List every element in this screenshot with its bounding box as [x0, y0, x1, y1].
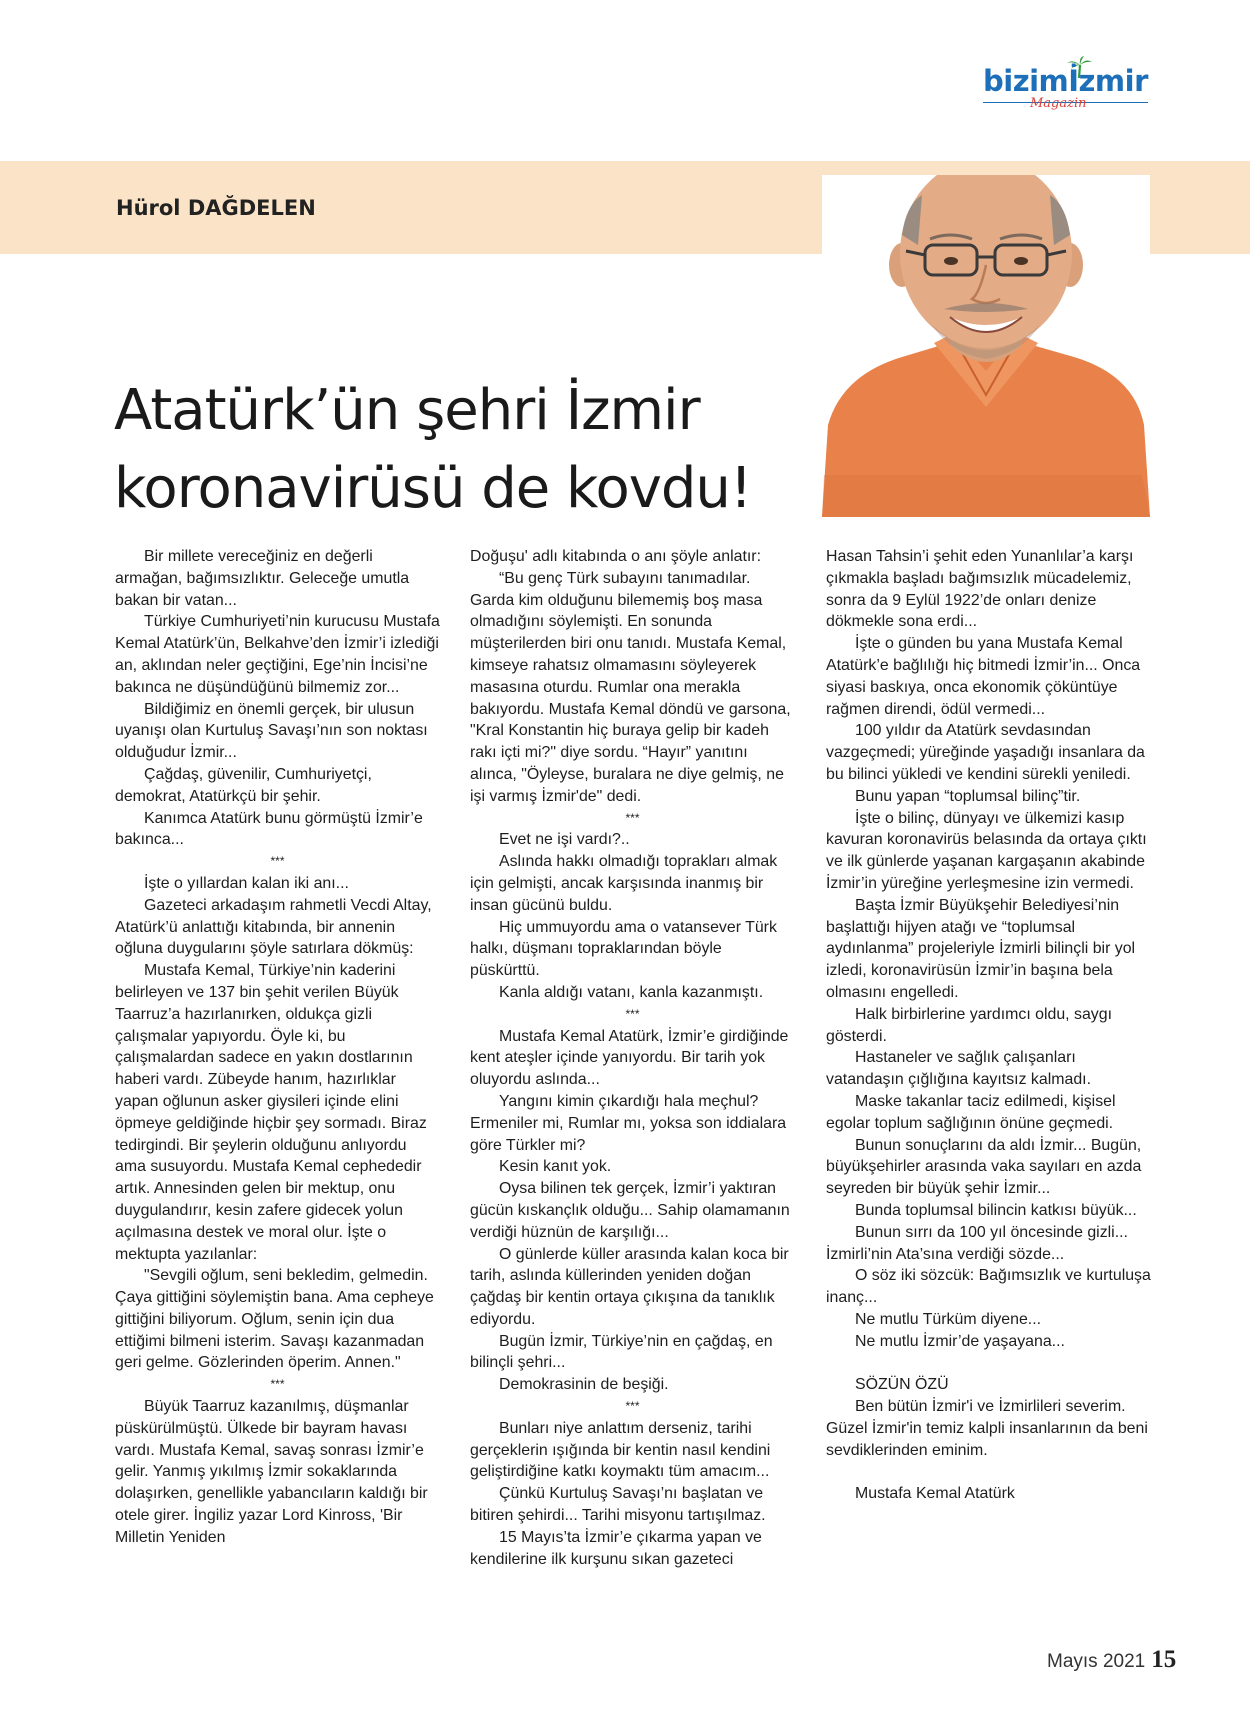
- article-column-2: [470, 546, 795, 1570]
- paragraph: Ne mutlu İzmir’de yaşayana...: [855, 1332, 1065, 1350]
- paragraph: "Sevgili oğlum, seni bekledim, gelmedin. Çaya gittiğini söylemiştin bana. Ama cepheye gittiğini biliyorum. Oğlum, senin için dua ettiğimi bilmeni isterim. Savaşı kazanmadan geri gelme. Gözlerinden öperim. Annen.": [115, 1267, 434, 1372]
- paragraph: 100 yıldır da Atatürk sevdasından vazgeçmedi; yüreğinde yaşadığı insanlara da bu bilinci yükledi ve kendini sürekli yeniledi.: [826, 722, 1145, 783]
- paragraph: İşte o yıllardan kalan iki anı...: [144, 874, 349, 892]
- paragraph: Gazeteci arkadaşım rahmetli Vecdi Altay, Atatürk’ü anlattığı kitabında, bir annenin oğluna duygularını şöyle satırlara dökmüş:: [115, 896, 432, 958]
- paragraph: Doğuşu' adlı kitabında o anı şöyle anlatır:: [470, 548, 762, 565]
- paragraph: Bunları niye anlattım derseniz, tarihi gerçeklerin ışığında bir kentin nasıl kendini geliştirdiğine katkı koymaktı tüm amacım...: [470, 1419, 771, 1481]
- paragraph: Bunun sonuçlarını da aldı İzmir... Bugün, büyükşehirler arasında vaka sayıları en azda seyreden bir büyük şehir İzmir...: [826, 1136, 1142, 1198]
- paragraph: Bunun sırrı da 100 yıl öncesinde gizli... İzmirli’nin Ata’sına verdiği sözde...: [826, 1223, 1128, 1263]
- paragraph: Oysa bilinen tek gerçek, İzmir’i yaktıran gücün kıskançlık olduğu... Sahip olamamanın verdiği hüznün de karşılığı...: [470, 1180, 790, 1241]
- paragraph: Kanla aldığı vatanı, kanla kazanmıştı.: [499, 983, 764, 1001]
- paragraph: Maske takanlar taciz edilmedi, kişisel egolar toplum sağlığının önüne geçmedi.: [826, 1092, 1116, 1132]
- section-separator: ***: [270, 1377, 285, 1392]
- blank-line: [826, 1352, 1151, 1374]
- page-footer: [1047, 1646, 1176, 1674]
- section-separator: ***: [625, 810, 640, 825]
- paragraph: Kanımca Atatürk bunu görmüştü İzmir’e bakınca...: [115, 809, 423, 849]
- paragraph: Yangını kimin çıkardığı hala meçhul? Ermeniler mi, Rumlar mı, yoksa son iddialara göre Türkler mi?: [470, 1092, 787, 1154]
- paragraph: Mustafa Kemal Atatürk, İzmir’e girdiğinde kent ateşler içinde yanıyordu. Bir tarih yok oluyordu aslında...: [470, 1027, 789, 1089]
- paragraph: Bunda toplumsal bilincin katkısı büyük...: [855, 1201, 1137, 1219]
- section-separator: ***: [625, 1399, 640, 1414]
- paragraph: Çağdaş, güvenilir, Cumhuriyetçi, demokrat, Atatürkçü bir şehir.: [115, 765, 372, 805]
- paragraph: “Bu genç Türk subayını tanımadılar. Garda kim olduğunu bilememiş boş masa olmadığını söylemişti. En sonunda müşterilerden biri onu tanıdı. Mustafa Kemal, kimseye rahatsız olmamasını söyleyerek masasına oturdu. Rumlar ona merakla bakıyordu. Mustafa Kemal döndü ve garsona, "Kral Konstantin hiç buraya gelip bir kadeh rakı içti mi?" diye sordu. “Hayır” yanıtını alınca, "Öyleyse, buralara ne diye gelmiş, ne işi varmış İzmir'de" dedi.: [470, 569, 791, 805]
- paragraph: O günlerde küller arasında kalan koca bir tarih, aslında küllerinden yeniden doğan çağdaş bir kentin ortaya çıkışına da tanıklık ediyordu.: [470, 1245, 789, 1328]
- magazine-logo: [983, 56, 1148, 116]
- paragraph: Evet ne işi vardı?..: [499, 831, 630, 849]
- article-column-3: [826, 546, 1151, 1505]
- section-separator: ***: [270, 854, 285, 869]
- paragraph: Bildiğimiz en önemli gerçek, bir ulusun uyanışı olan Kurtuluş Savaşı’nın son noktası olduğudur İzmir...: [115, 700, 428, 762]
- blank-line: [826, 1461, 1151, 1483]
- magazine-name: bizimİzmir: [983, 64, 1148, 98]
- paragraph: Türkiye Cumhuriyeti’nin kurucusu Mustafa Kemal Atatürk’ün, Belkahve’den İzmir’i izlediği an, aklından neler geçtiğini, Ege’nin İncisi’ne bakınca ne düşündüğünü bilmemiz zor...: [115, 613, 440, 696]
- paragraph: Halk birbirlerine yardımcı oldu, saygı gösterdi.: [826, 1005, 1112, 1045]
- paragraph: Bugün İzmir, Türkiye’nin en çağdaş, en bilinçli şehri...: [470, 1332, 773, 1372]
- paragraph: 15 Mayıs’ta İzmir’e çıkarma yapan ve kendilerine ilk kurşunu sıkan gazeteci: [470, 1528, 762, 1568]
- paragraph: Aslında hakkı olmadığı toprakları almak için gelmişti, ancak karşısında inanmış bir insan gücünü buldu.: [470, 853, 778, 914]
- paragraph: Demokrasinin de beşiği.: [499, 1376, 669, 1394]
- paragraph: Ben bütün İzmir'i ve İzmirlileri severim. Güzel İzmir'in temiz kalpli insanlarının da beni sevdiklerinden eminim.: [826, 1398, 1148, 1459]
- article-title: Atatürk’ün şehri İzmir koronavirüsü de kovdu!: [114, 378, 752, 521]
- section-separator: ***: [625, 1006, 640, 1021]
- paragraph: Hiç ummuyordu ama o vatansever Türk halkı, düşmanı topraklarından böyle püskürttü.: [470, 918, 777, 980]
- paragraph: Hastaneler ve sağlık çalışanları vatandaşın çığlığına kayıtsız kalmadı.: [826, 1049, 1091, 1089]
- paragraph: Büyük Taarruz kazanılmış, düşmanlar püskürülmüştü. Ülkede bir bayram havası vardı. Mustafa Kemal, savaş sonrası İzmir’e gelir. Yanmış yıkılmış İzmir sokaklarında dolaşırken, genellikle yabancıların kaldığı bir otele girer. İngiliz yazar Lord Kinross, 'Bir Milletin Yeniden: [115, 1398, 428, 1546]
- magazine-subtitle: Magazin: [1030, 96, 1087, 111]
- paragraph: Mustafa Kemal Atatürk: [855, 1485, 1015, 1503]
- paragraph: Başta İzmir Büyükşehir Belediyesi’nin başlattığı hijyen atağı ve “toplumsal aydınlanma” projeleriyle İzmirli bilinçli bir yol izledi, koronavirüsün İzmir’in başına bela olmasını engelledi.: [826, 896, 1136, 1001]
- paragraph: Bir millete vereceğiniz en değerli armağan, bağımsızlıktır. Geleceğe umutla bakan bir vatan...: [115, 548, 410, 609]
- paragraph: Kesin kanıt yok.: [499, 1158, 612, 1176]
- paragraph: Çünkü Kurtuluş Savaşı’nı başlatan ve bitiren şehirdi... Tarihi misyonu tartışılmaz.: [470, 1485, 766, 1525]
- page-number: 15: [1151, 1646, 1177, 1673]
- issue-date: Mayıs 2021: [1047, 1651, 1146, 1672]
- paragraph: Mustafa Kemal, Türkiye’nin kaderini belirleyen ve 137 bin şehit verilen Büyük Taarruz’a hazırlanırken, oldukça gizli çalışmalar yapıyordu. Öyle ki, bu çalışmalardan sadece en yakın dostlarının haberi vardı. Zübeyde hanım, hazırlıklar yapan oğlunun asker giysileri içinde elini öpmeye geldiğinde hiçbir şey sormadı. Biraz tedirgindi. Bir şeylerin olduğunu anlıyordu ama susuyordu. Mustafa Kemal cephededir artık. Annesinden gelen bir mektup, onu duygulandırır, kesin zafere gidecek yolun açılmasına destek ve moral olur. İşte o mektupta yazılanlar:: [115, 962, 427, 1263]
- paragraph: Hasan Tahsin’i şehit eden Yunanlılar’a karşı çıkmakla başladı bağımsızlık mücadelemiz, sonra da 9 Eylül 1922’de onları denize dökmekle sona erdi...: [826, 548, 1134, 631]
- paragraph: İşte o bilinç, dünyayı ve ülkemizi kasıp kavuran koronavirüs belasında da ortaya çıktı ve ilk günlerde yaşanan kargaşanın akabinde İzmir’in yüreğine yerleşmesine izin vermedi.: [826, 809, 1147, 892]
- paragraph: İşte o günden bu yana Mustafa Kemal Atatürk’e bağlılığı hiç bitmedi İzmir’in... Onca siyasi baskıya, onca ekonomik çöküntüye rağmen direndi, ödül vermedi...: [826, 635, 1141, 718]
- paragraph: SÖZÜN ÖZÜ: [855, 1376, 949, 1394]
- article-column-1: [115, 546, 440, 1549]
- author-name: Hürol DAĞDELEN: [116, 196, 316, 220]
- author-photo: [822, 175, 1150, 517]
- paragraph: Bunu yapan “toplumsal bilinç”tir.: [855, 787, 1081, 805]
- paragraph: Ne mutlu Türküm diyene...: [855, 1310, 1042, 1328]
- paragraph: O söz iki sözcük: Bağımsızlık ve kurtuluşa inanç...: [826, 1267, 1151, 1307]
